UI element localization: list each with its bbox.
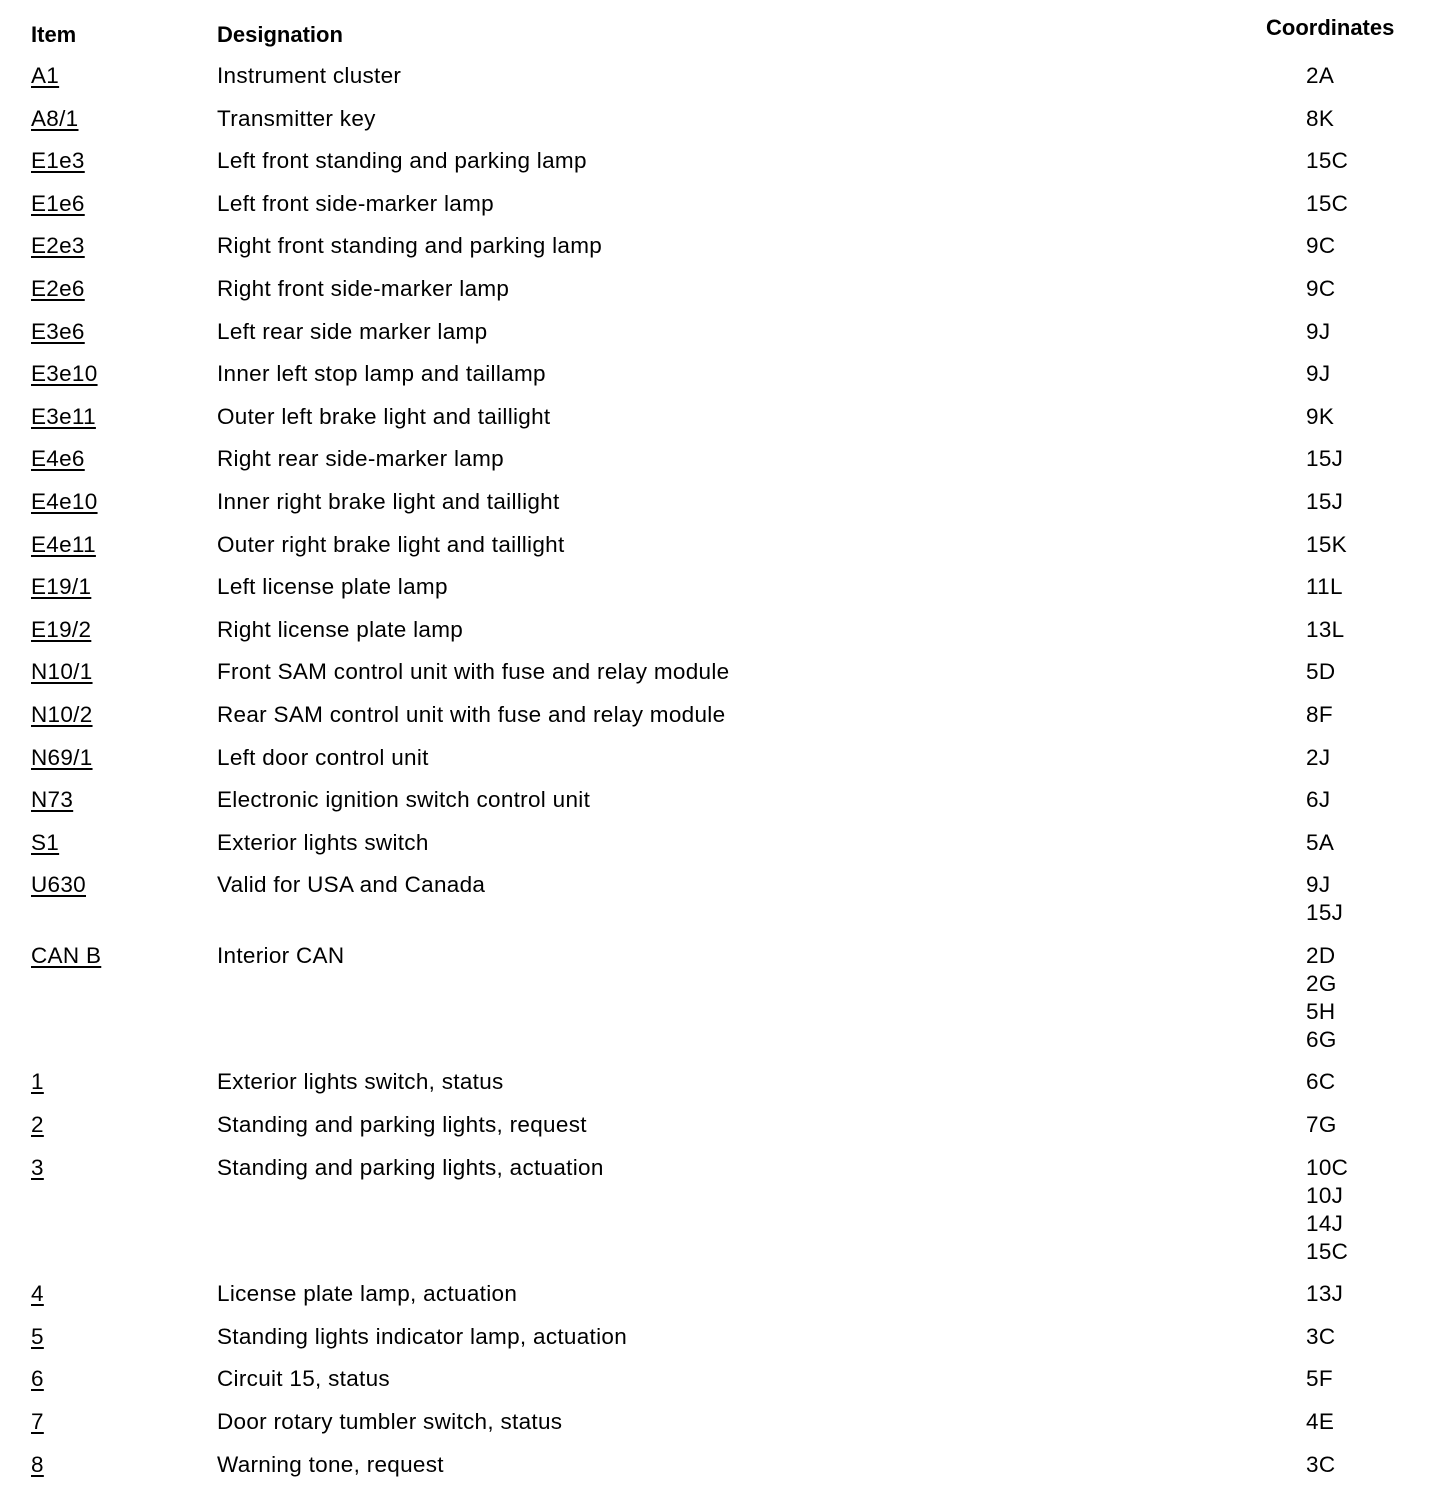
coordinate-value: 15K [1306, 531, 1347, 557]
coordinate-value: 15C [1306, 1238, 1349, 1264]
item-cell [31, 488, 98, 516]
coordinates-cell [1306, 190, 1348, 218]
table-row [0, 1365, 1456, 1408]
designation-cell: Transmitter key [217, 105, 376, 131]
coordinates-cell [1306, 232, 1335, 260]
item-link[interactable]: S1 [31, 829, 60, 855]
designation-cell: Exterior lights switch [217, 829, 429, 855]
item-cell [31, 190, 85, 218]
item-link[interactable]: U630 [31, 872, 86, 898]
item-cell [31, 1068, 44, 1096]
table-row [0, 744, 1456, 787]
designation-cell: License plate lamp, actuation [217, 1281, 518, 1307]
designation-cell: Inner right brake light and taillight [217, 488, 560, 514]
coordinates-cell [1306, 1408, 1334, 1436]
coordinates-cell [1306, 658, 1335, 686]
coordinate-value: 10J [1306, 1182, 1344, 1208]
table-row [0, 147, 1456, 190]
designation-cell: Rear SAM control unit with fuse and relay module [217, 701, 726, 727]
coordinates-cell [1306, 1154, 1348, 1266]
coordinates-column-header: Coordinates [1266, 15, 1395, 40]
coordinate-value: 14J [1306, 1210, 1344, 1236]
coordinates-cell [1306, 445, 1343, 473]
item-link[interactable]: E3e11 [31, 403, 96, 429]
item-link[interactable]: E1e3 [31, 148, 85, 174]
table-row [0, 942, 1456, 1069]
item-cell [31, 1451, 44, 1479]
coordinate-value: 8K [1306, 105, 1335, 131]
coordinates-cell [1306, 871, 1343, 927]
legend-table-body [0, 62, 1456, 1493]
item-link[interactable]: A8/1 [31, 105, 79, 131]
designation-cell: Valid for USA and Canada [217, 872, 486, 898]
table-row [0, 232, 1456, 275]
item-link[interactable]: CAN B [31, 942, 102, 968]
coordinates-cell [1306, 1451, 1335, 1479]
designation-cell: Circuit 15, status [217, 1366, 390, 1392]
item-cell [31, 871, 86, 899]
item-cell [31, 701, 93, 729]
item-link[interactable]: E19/2 [31, 616, 92, 642]
table-row [0, 190, 1456, 233]
table-row [0, 1111, 1456, 1154]
coordinate-value: 3C [1306, 1451, 1336, 1477]
coordinate-value: 5H [1306, 998, 1336, 1024]
coordinate-value: 6C [1306, 1069, 1336, 1095]
table-header [0, 0, 1456, 60]
table-row [0, 488, 1456, 531]
coordinate-value: 11L [1306, 574, 1343, 600]
item-link[interactable]: N10/1 [31, 659, 93, 685]
coordinate-value: 5F [1306, 1366, 1333, 1392]
item-cell [31, 1365, 44, 1393]
item-link[interactable]: 5 [31, 1323, 44, 1349]
designation-cell: Left license plate lamp [217, 574, 448, 600]
table-row [0, 318, 1456, 361]
item-cell [31, 744, 93, 772]
item-cell [31, 275, 85, 303]
designation-cell: Front SAM control unit with fuse and relay module [217, 659, 730, 685]
item-link[interactable]: E2e3 [31, 233, 85, 259]
coordinates-cell [1306, 62, 1334, 90]
designation-cell: Left door control unit [217, 744, 429, 770]
item-cell [31, 1408, 44, 1436]
coordinates-cell [1306, 1365, 1333, 1393]
table-row [0, 1408, 1456, 1451]
item-link[interactable]: 3 [31, 1154, 44, 1180]
item-cell [31, 232, 85, 260]
coordinate-value: 13J [1306, 1281, 1344, 1307]
item-link[interactable]: E2e6 [31, 275, 85, 301]
designation-cell: Left rear side marker lamp [217, 318, 488, 344]
table-row [0, 829, 1456, 872]
coordinate-value: 7G [1306, 1112, 1337, 1138]
coordinates-cell [1306, 1280, 1343, 1308]
coordinate-value: 9J [1306, 361, 1331, 387]
coordinate-value: 2G [1306, 970, 1337, 996]
table-row [0, 105, 1456, 148]
designation-cell: Right license plate lamp [217, 616, 464, 642]
coordinates-cell [1306, 105, 1334, 133]
item-cell [31, 616, 91, 644]
item-cell [31, 1111, 44, 1139]
designation-column-header: Designation [217, 22, 343, 47]
designation-cell: Left front standing and parking lamp [217, 148, 587, 174]
coordinates-cell [1306, 488, 1343, 516]
item-link[interactable]: E3e10 [31, 361, 98, 387]
coordinates-cell [1306, 701, 1333, 729]
item-cell [31, 531, 96, 559]
coordinate-value: 9C [1306, 275, 1336, 301]
designation-cell: Electronic ignition switch control unit [217, 787, 591, 813]
coordinates-cell [1306, 403, 1334, 431]
table-row [0, 1068, 1456, 1111]
designation-cell: Warning tone, request [217, 1451, 444, 1477]
item-link[interactable]: N73 [31, 787, 74, 813]
item-cell [31, 105, 79, 133]
coordinate-value: 4E [1306, 1409, 1335, 1435]
item-cell [31, 403, 96, 431]
table-row [0, 62, 1456, 105]
coordinates-cell [1306, 1323, 1335, 1351]
item-link[interactable]: 8 [31, 1451, 44, 1477]
item-link[interactable]: 2 [31, 1112, 44, 1138]
designation-cell: Standing and parking lights, actuation [217, 1154, 604, 1180]
item-cell [31, 1280, 44, 1308]
item-cell [31, 1154, 44, 1182]
table-row [0, 1451, 1456, 1494]
item-cell [31, 573, 91, 601]
coordinate-value: 9C [1306, 233, 1336, 259]
designation-cell: Standing and parking lights, request [217, 1112, 587, 1138]
item-link[interactable]: 7 [31, 1409, 44, 1435]
table-row [0, 531, 1456, 574]
designation-cell: Right front side-marker lamp [217, 275, 510, 301]
designation-cell: Standing lights indicator lamp, actuation [217, 1323, 628, 1349]
designation-cell: Left front side-marker lamp [217, 190, 494, 216]
coordinates-cell [1306, 1068, 1335, 1096]
item-link[interactable]: 4 [31, 1281, 44, 1307]
coordinate-value: 15J [1306, 446, 1344, 472]
coordinates-cell [1306, 942, 1337, 1054]
table-row [0, 658, 1456, 701]
item-cell [31, 1323, 44, 1351]
item-cell [31, 62, 59, 90]
table-row [0, 701, 1456, 744]
item-link[interactable]: E4e6 [31, 446, 85, 472]
designation-cell: Inner left stop lamp and taillamp [217, 361, 546, 387]
coordinates-cell [1306, 1111, 1337, 1139]
coordinates-cell [1306, 318, 1330, 346]
item-link[interactable]: E19/1 [31, 574, 92, 600]
table-row [0, 1154, 1456, 1281]
coordinates-cell [1306, 829, 1334, 857]
item-link[interactable]: N10/2 [31, 701, 93, 727]
coordinates-cell [1306, 531, 1347, 559]
table-row [0, 1323, 1456, 1366]
coordinate-value: 2A [1306, 63, 1335, 88]
coordinates-cell [1306, 786, 1330, 814]
item-link[interactable]: A1 [31, 63, 60, 88]
designation-cell: Instrument cluster [217, 63, 402, 88]
coordinates-cell [1306, 573, 1343, 601]
table-row [0, 1280, 1456, 1323]
designation-cell: Outer right brake light and taillight [217, 531, 565, 557]
coordinate-value: 8F [1306, 701, 1333, 727]
designation-cell: Door rotary tumbler switch, status [217, 1409, 563, 1435]
designation-cell: Right rear side-marker lamp [217, 446, 504, 472]
table-row [0, 360, 1456, 403]
coordinate-value: 13L [1306, 616, 1345, 642]
coordinate-value: 15J [1306, 900, 1344, 926]
designation-cell: Outer left brake light and taillight [217, 403, 551, 429]
coordinate-value: 15C [1306, 190, 1349, 216]
table-row [0, 275, 1456, 318]
coordinate-value: 10C [1306, 1154, 1349, 1180]
coordinate-value: 9J [1306, 872, 1331, 898]
item-link[interactable]: E4e11 [31, 531, 96, 557]
coordinates-cell [1306, 616, 1344, 644]
item-link[interactable]: 6 [31, 1366, 44, 1392]
coordinate-value: 15J [1306, 488, 1344, 514]
item-link[interactable]: E1e6 [31, 190, 85, 216]
item-link[interactable]: N69/1 [31, 744, 93, 770]
table-row [0, 616, 1456, 659]
item-link[interactable]: E3e6 [31, 318, 85, 344]
designation-cell: Exterior lights switch, status [217, 1069, 504, 1095]
coordinates-cell [1306, 275, 1335, 303]
coordinate-value: 2D [1306, 942, 1336, 968]
coordinate-value: 5A [1306, 829, 1335, 855]
item-cell [31, 829, 59, 857]
coordinates-cell [1306, 744, 1330, 772]
item-cell [31, 786, 73, 814]
coordinate-value: 3C [1306, 1323, 1336, 1349]
item-cell [31, 360, 98, 388]
coordinates-cell [1306, 147, 1348, 175]
item-link[interactable]: E4e10 [31, 488, 98, 514]
coordinate-value: 6G [1306, 1026, 1337, 1052]
coordinate-value: 5D [1306, 659, 1336, 685]
table-row [0, 786, 1456, 829]
item-cell [31, 658, 93, 686]
item-cell [31, 318, 85, 346]
coordinate-value: 9J [1306, 318, 1331, 344]
coordinate-value: 9K [1306, 403, 1335, 429]
item-cell [31, 445, 85, 473]
item-cell [31, 942, 101, 970]
table-row [0, 403, 1456, 446]
item-link[interactable]: 1 [31, 1069, 44, 1095]
designation-cell: Interior CAN [217, 942, 345, 968]
item-column-header: Item [31, 22, 77, 47]
item-cell [31, 147, 85, 175]
table-row [0, 445, 1456, 488]
coordinates-cell [1306, 360, 1330, 388]
coordinate-value: 15C [1306, 148, 1349, 174]
coordinate-value: 6J [1306, 787, 1331, 813]
table-row [0, 573, 1456, 616]
designation-cell: Right front standing and parking lamp [217, 233, 603, 259]
table-row [0, 871, 1456, 942]
coordinate-value: 2J [1306, 744, 1331, 770]
